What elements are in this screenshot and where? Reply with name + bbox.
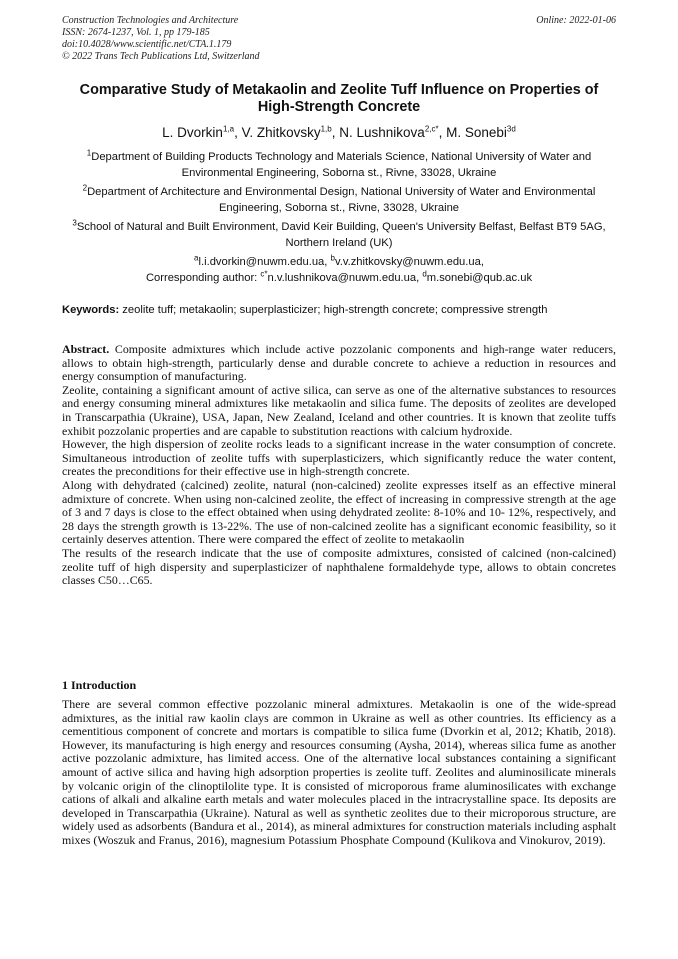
- section-heading-introduction: 1 Introduction: [62, 678, 137, 692]
- email-line-2: [62, 268, 616, 287]
- abstract-paragraph: However, the high dispersion of zeolite rocks leads to a significant increase in the water consumption of concrete. Simultaneous introduction of zeolite tuffs with superplasticizers, which significantly reduce the water content, creates the preconditions for their effective use in high-strength concrete.: [62, 437, 616, 479]
- affiliation-2: [62, 185, 616, 216]
- copyright-line: © 2022 Trans Tech Publications Ltd, Switzerland: [62, 51, 260, 62]
- online-date: Online: 2022-01-06: [536, 15, 616, 26]
- email-sup: a: [194, 253, 199, 263]
- paper-title: Comparative Study of Metakaolin and Zeolite Tuff Influence on Properties of High-Strength Concrete: [79, 82, 599, 115]
- author-affil-sup: 2,c*: [424, 124, 439, 134]
- affiliation-text: School of Natural and Built Environment, David Keir Building, Queen's University Belfast, Belfast BT9 5AG, Northern Ireland (UK): [76, 221, 606, 249]
- email-link[interactable]: l.i.dvorkin@nuwm.edu.ua,: [198, 256, 331, 268]
- email-link[interactable]: v.v.zhitkovsky@nuwm.edu.ua,: [334, 256, 484, 268]
- affiliation-text: Department of Architecture and Environmental Design, National University of Water and Environmental Engineering, Soborna st., Rivne, 33028, Ukraine: [87, 186, 596, 214]
- abstract-paragraph: [62, 343, 616, 384]
- email-sup: d: [422, 268, 427, 278]
- affiliation-number: 1: [86, 148, 92, 158]
- author-separator: ,: [234, 125, 242, 140]
- issn-line: ISSN: 2674-1237, Vol. 1, pp 179-185: [62, 27, 210, 38]
- keywords: [62, 303, 616, 318]
- affiliation-1: [62, 150, 616, 181]
- abstract-label: Abstract.: [62, 342, 110, 356]
- email-sup: b: [330, 253, 335, 263]
- keywords-text: zeolite tuff; metakaolin; superplasticizer; high-strength concrete; compressive strength: [119, 304, 548, 316]
- affiliation-3: [62, 220, 616, 251]
- affiliation-number: 3: [72, 218, 77, 228]
- introduction-body: [62, 698, 616, 848]
- author-name: V. Zhitkovsky: [241, 125, 321, 140]
- author-separator: ,: [331, 125, 340, 140]
- affiliation-number: 2: [82, 183, 88, 193]
- abstract-paragraph: The results of the research indicate that the use of composite admixtures, consisted of calcined (non-calcined) zeolite tuff of high dispersity and superplasticizer of naphthalene formaldehyde type, allows to obtain concretes classes C50…C65.: [62, 545, 616, 588]
- author-name: M. Sonebi: [446, 125, 507, 140]
- abstract-text: Composite admixtures which include active pozzolanic components and high-range water reducers, allows to obtain high-strength, particularly dense and durable concrete to achieve a reduction in resources and energy consumption of manufacturing.: [62, 342, 616, 384]
- author-affil-sup: 3d: [506, 124, 516, 134]
- abstract-paragraph: Zeolite, containing a significant amount of active silica, can serve as one of the alternative substances to resources and energy consuming mineral admixtures like metakaolin and silica fume. The deposits of zeolites are developed in Transcarpathia (Ukraine), USA, Japan, New Zealand, Iceland and other countries. It is known that zeolite tuffs exhibit pozzolanic properties and are capable to substitution reactions with calcium hydroxide.: [62, 382, 616, 438]
- author-affil-sup: 1,b: [320, 124, 332, 134]
- author-separator: ,: [438, 125, 447, 140]
- email-link[interactable]: n.v.lushnikova@nuwm.edu.ua,: [267, 271, 423, 284]
- email-line-1: [62, 255, 616, 271]
- doi-line[interactable]: doi:10.4028/www.scientific.net/CTA.1.179: [62, 39, 232, 50]
- author-list: [62, 124, 616, 141]
- author-name: N. Lushnikova: [339, 125, 425, 140]
- affiliation-text: Department of Building Products Technology and Materials Science, National University of Water and Environmental Engineering, Soborna st., Rivne, 33028, Ukraine: [91, 151, 592, 179]
- corresponding-label: Corresponding author:: [145, 271, 261, 284]
- email-block: [62, 255, 616, 286]
- journal-header: [62, 15, 442, 63]
- journal-name: Construction Technologies and Architecture: [62, 15, 239, 26]
- email-sup: c*: [260, 268, 268, 278]
- author-name: L. Dvorkin: [162, 125, 223, 140]
- author-affil-sup: 1,a: [222, 124, 235, 134]
- abstract-paragraph: Along with dehydrated (calcined) zeolite, natural (non-calcined) zeolite expresses itself as an effective mineral admixture of concrete. When using non-calcined zeolite, the effect of increasing in compressive strength at the age of 3 and 7 days is close to the effect obtained when using dehydrated zeolite: 8-10% and 10- 12%, respectively, and 28 days the strength growth is 13-22%. The use of non-calcined zeolite has a significant economic feasibility, so it certainly deserves attention. There were compared the effect of zeolite to metakaolin: [62, 477, 616, 547]
- email-link[interactable]: m.sonebi@qub.ac.uk: [426, 271, 533, 284]
- abstract: [62, 343, 616, 588]
- keywords-label: Keywords:: [62, 304, 120, 316]
- introduction-paragraph: There are several common effective pozzolanic mineral admixtures. Metakaolin is one of the wide-spread admixtures, as the initial raw kaolin clays are common in Ukraine as well as other countries. Its efficiency as a cementitious component of concrete and mortars is compatible to silica fume (Dvorkin et al, 2012; Khatib, 2018). However, its manufacturing is high energy and resources consuming (Aysha, 2014), whereas silica fume as another active pozzolanic admixture, has limited access. One of the alternative local substances containing a significant amount of active silica and having high adsorption properties is zeolite tuff. Zeolites and aluminosilicate minerals by volcanic origin of the clinoptilolite type. It is consisted of microporous frame aluminosilicates with exchange cations of alkali and alkaline earth metals and water molecules placed in the intracrystalline space. Its deposits are developed in Transcarpathia (Ukraine). Natural as well as synthetic zeolites due to their microporous structure, are widely used as adsorbents (Bandura et al., 2014), as mineral admixtures for construction materials including asphalt mixes (Woszuk and Franus, 2016), magnesium Potassium Phosphate Compound (Kulikova and Vinokurov, 2019).: [62, 697, 616, 847]
